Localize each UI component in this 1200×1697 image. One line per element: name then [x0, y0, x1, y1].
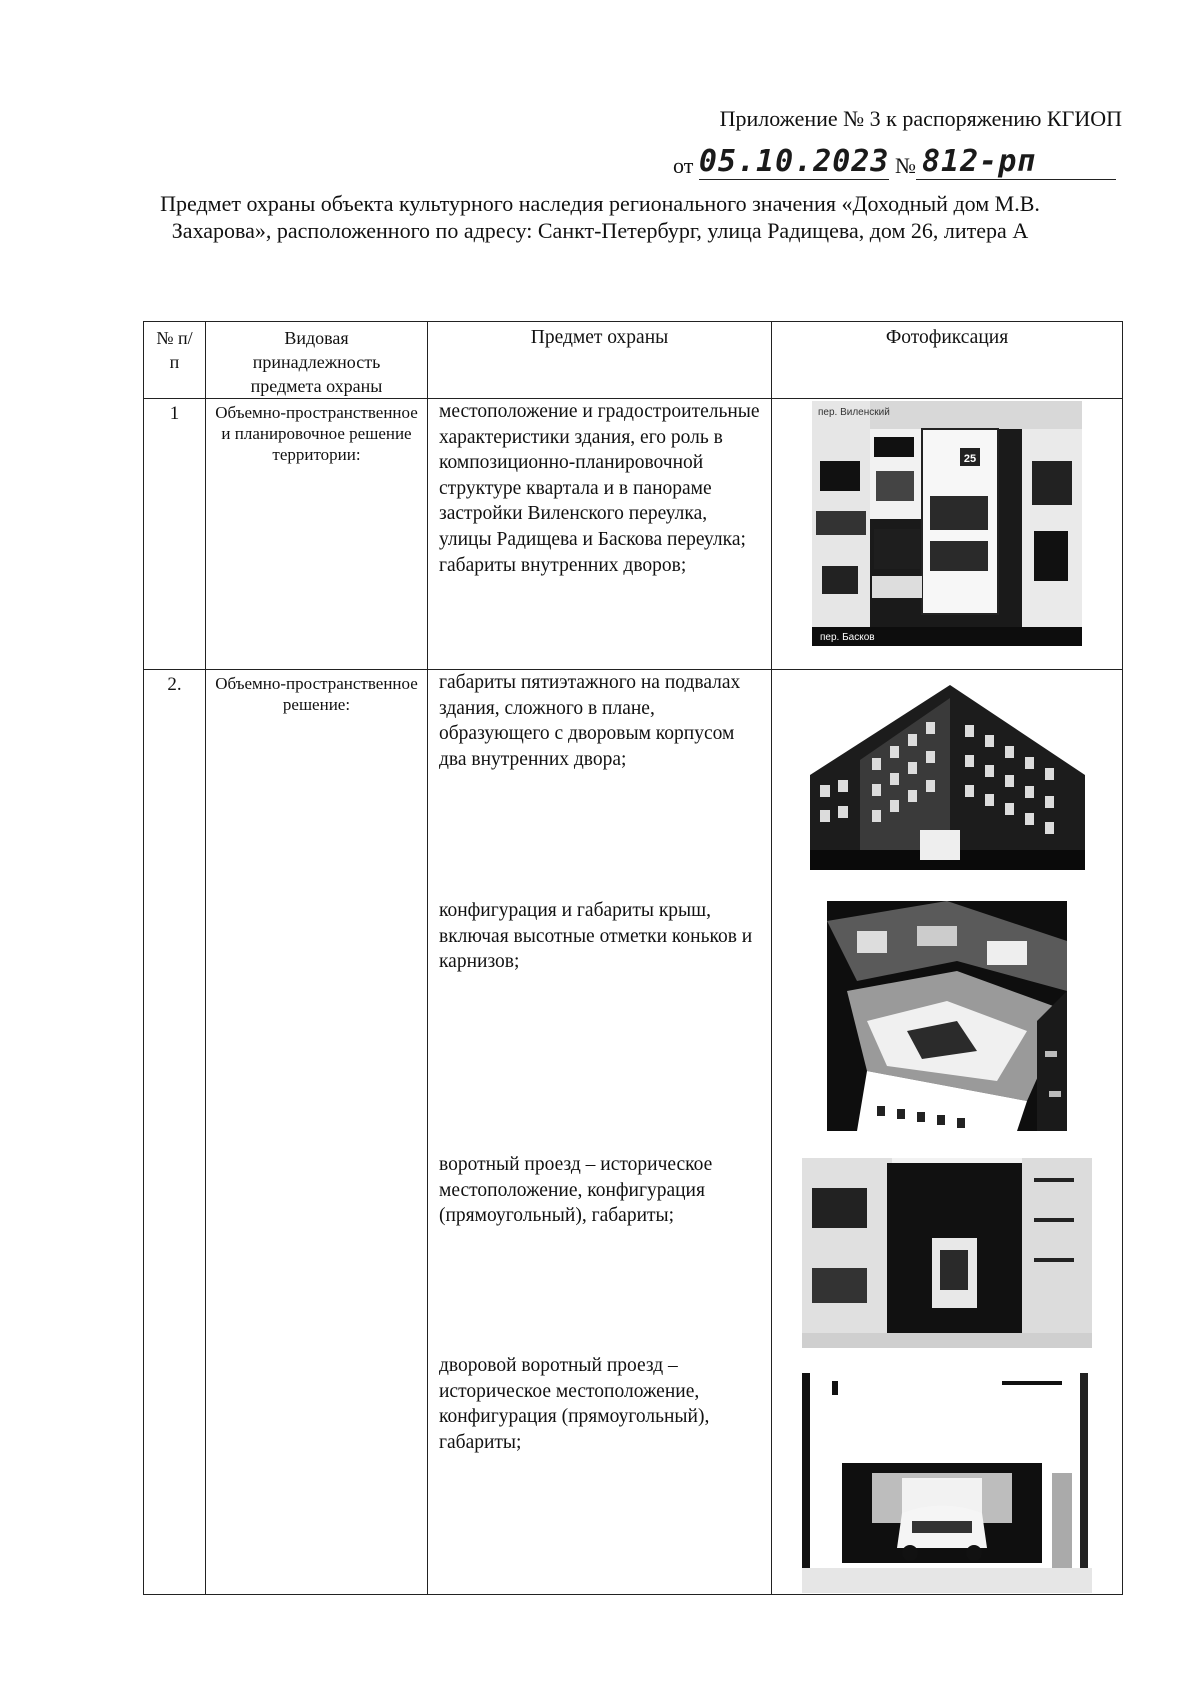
from-label: от — [673, 153, 694, 178]
row-photo-cell — [772, 670, 1123, 1595]
courtyard-gate-photo — [802, 1373, 1092, 1593]
photo-spacer — [772, 870, 1122, 901]
map-street-label-top: пер. Виленский — [818, 407, 890, 418]
subject-item: габариты пятиэтажного на подвалах здания, сложного в плане, образующего с дворовым корпусом два внутренних двора; — [439, 672, 741, 770]
order-date: 05.10.2023 — [698, 144, 890, 179]
col-header-kind: Видовая принадлежность предмета охраны — [206, 322, 428, 399]
map-street-label-bottom: пер. Басков — [820, 632, 875, 643]
row-kind: Объемно-пространственное и планировочное решение территории: — [206, 399, 428, 670]
table-row — [144, 399, 1123, 670]
number-label: № — [894, 153, 916, 178]
map-building-number: 25 — [963, 453, 977, 465]
table-row — [144, 670, 1123, 1595]
roof-aerial-photo — [827, 901, 1067, 1131]
date-underline — [699, 144, 890, 180]
appendix-label: Приложение № 3 к распоряжению КГИОП — [719, 106, 1122, 131]
building-facade-photo — [800, 680, 1095, 870]
row-number: 1 — [144, 399, 206, 670]
document-title: Предмет охраны объекта культурного наследия регионального значения «Доходный дом М.В. Захарова», расположенного по адресу: Санкт-Петербург, улица Радищева, дом 26, литера А — [160, 191, 1040, 243]
col-header-subject: Предмет охраны — [428, 322, 772, 399]
row-kind: Объемно-пространственное решение: — [206, 670, 428, 1595]
subject-item: местоположение и градостроительные характеристики здания, его роль в композиционно-планировочной структуре квартала и в панораме застройки Виленского переулка, улицы Радищева и Баскова переулка; — [439, 401, 760, 550]
gate-passage-photo — [802, 1158, 1092, 1348]
row-subject-cell — [428, 399, 772, 670]
table-header-row — [144, 322, 1123, 399]
order-reference — [673, 146, 1116, 182]
order-number: 812-рп — [921, 144, 1037, 179]
number-underline — [916, 144, 1116, 180]
subject-item: дворовой воротный проезд – историческое местоположение, конфигурация (прямоугольный), габариты; — [439, 1355, 710, 1453]
col-header-photo: Фотофиксация — [772, 322, 1123, 399]
protection-subject-table — [143, 321, 1123, 1595]
aerial-map-photo — [812, 401, 1082, 646]
photo-spacer — [772, 1348, 1122, 1373]
subject-item: конфигурация и габариты крыш, включая высотные отметки коньков и карнизов; — [439, 900, 753, 973]
row-number: 2. — [144, 670, 206, 1595]
subject-item: воротный проезд – историческое местоположение, конфигурация (прямоугольный), габариты; — [439, 1154, 713, 1227]
col-header-num: № п/п — [144, 322, 206, 399]
row-photo-cell — [772, 399, 1123, 670]
row-subject-cell — [428, 670, 772, 1595]
photo-spacer — [772, 1131, 1122, 1158]
subject-item: габариты внутренних дворов; — [439, 554, 687, 576]
